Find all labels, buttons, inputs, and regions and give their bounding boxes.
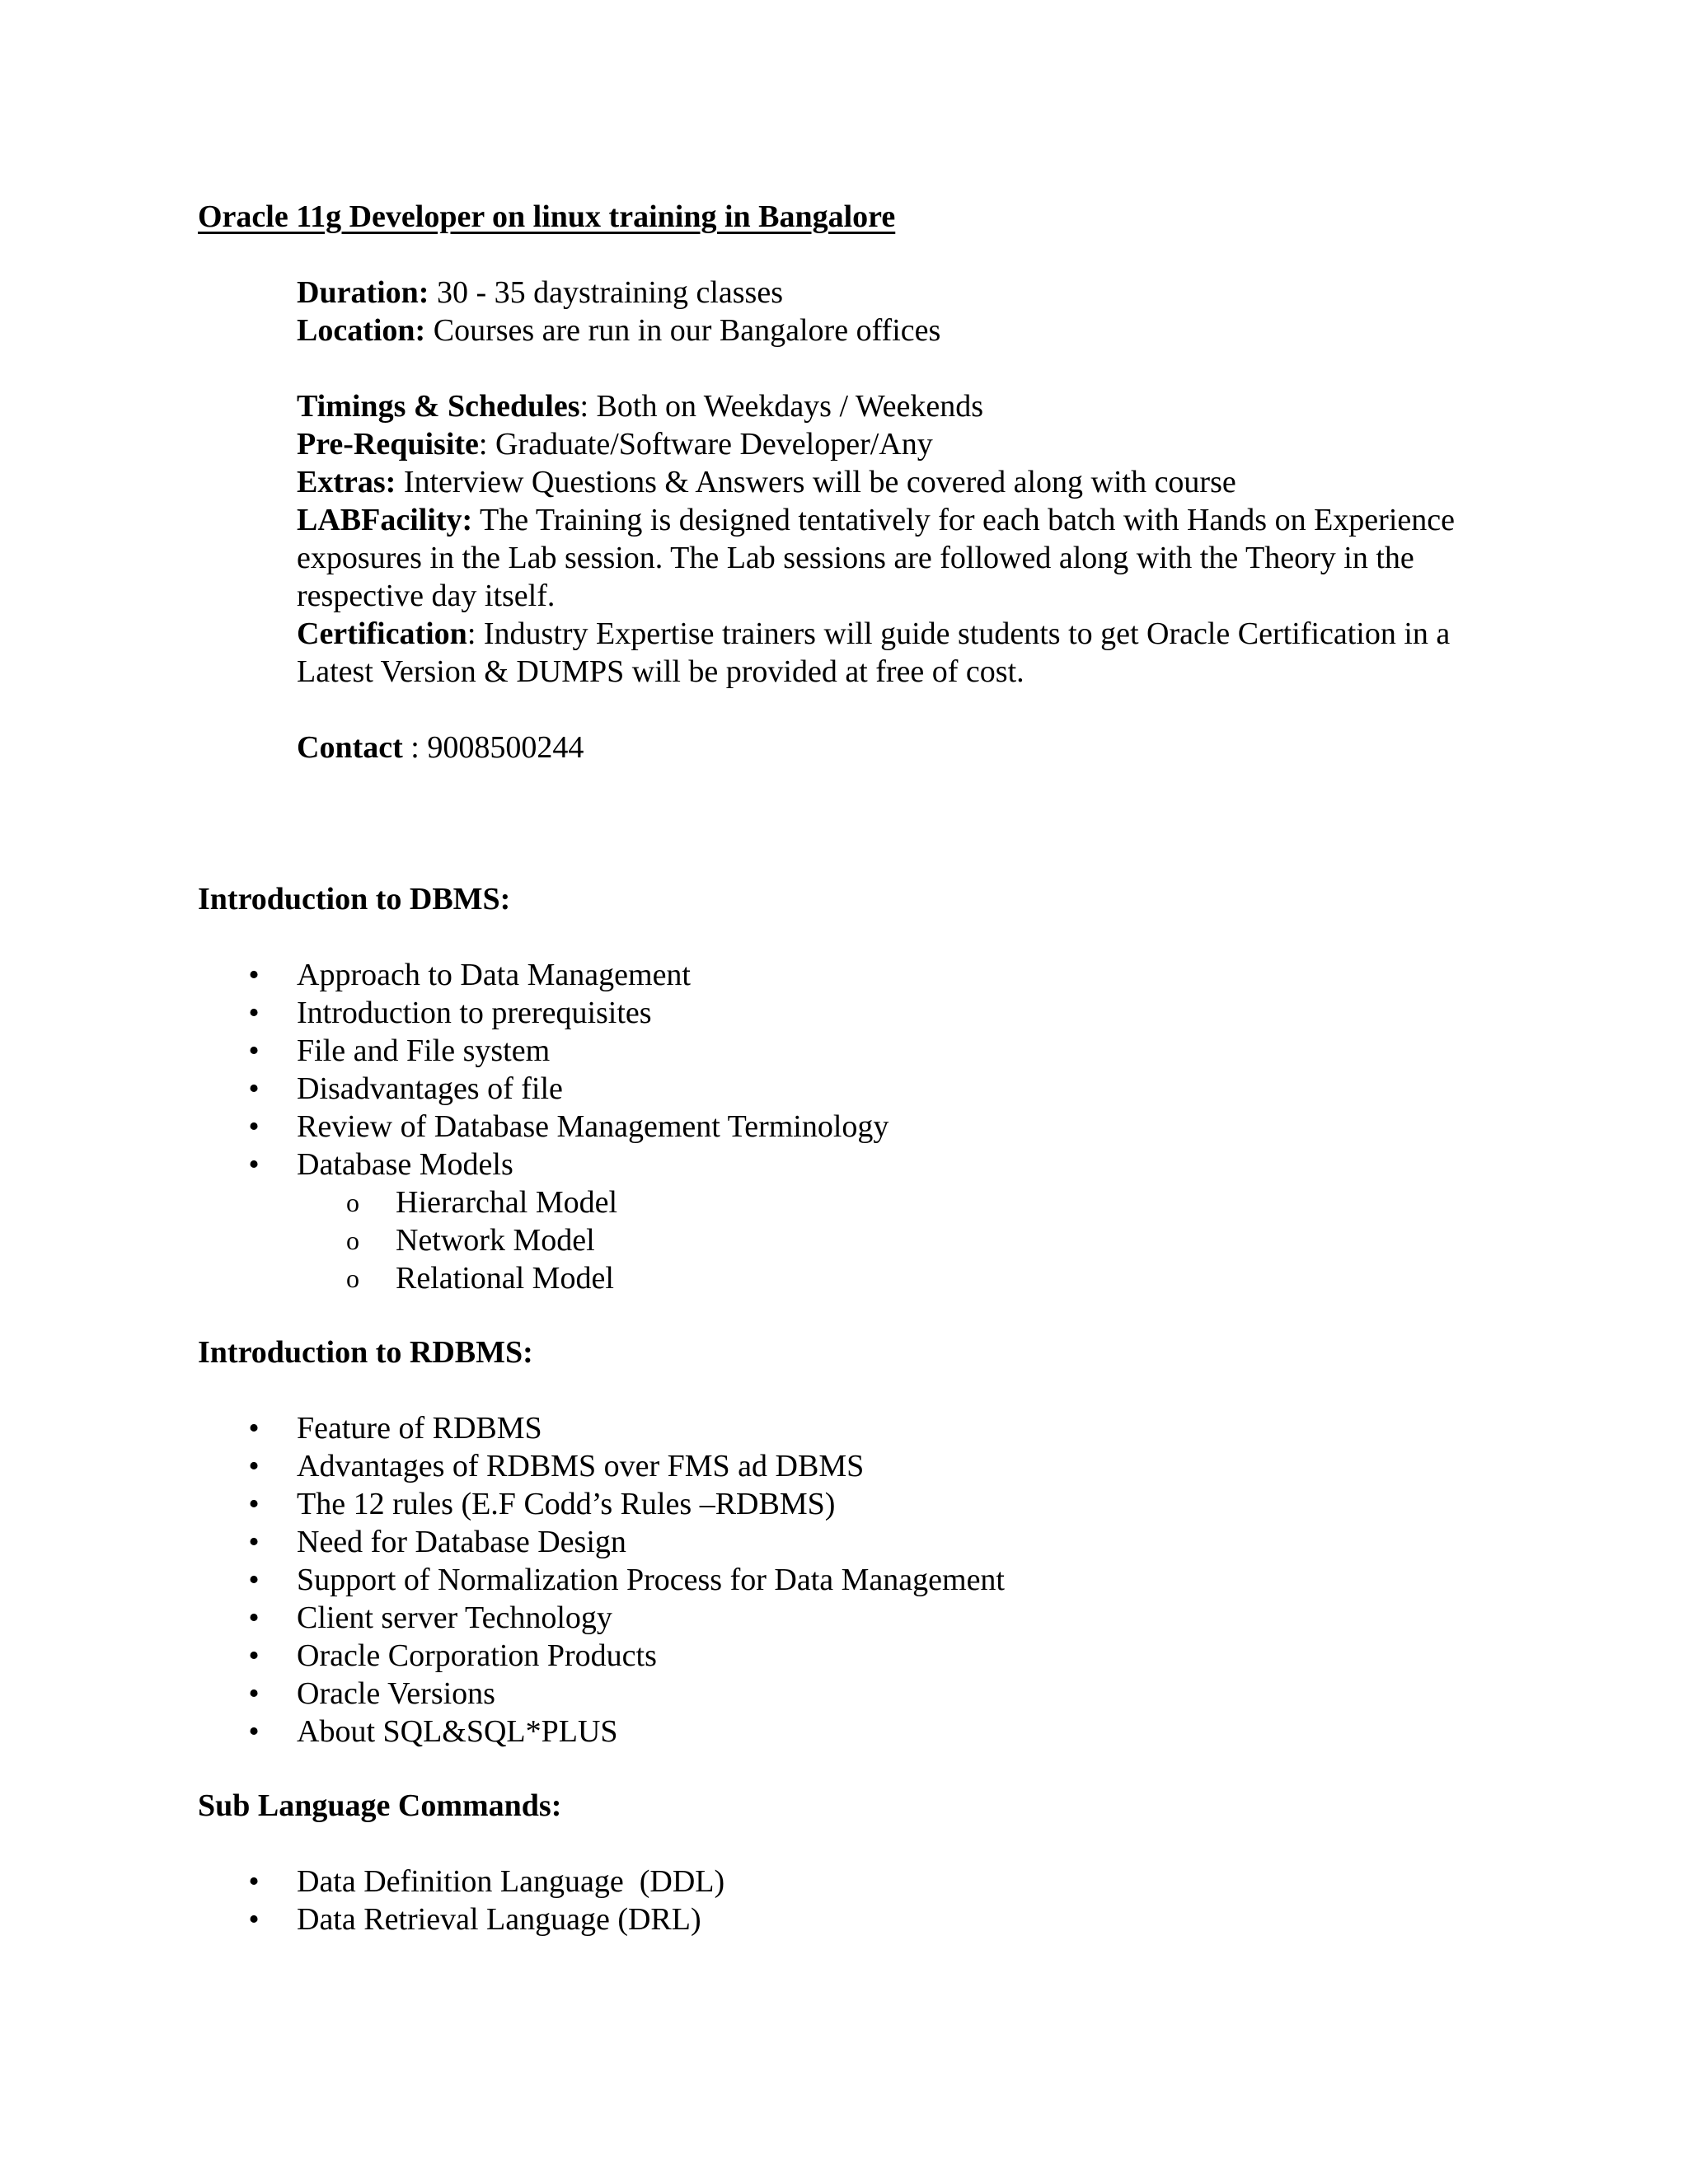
rdbms-topic-list — [0, 1409, 1005, 1750]
prereq-line — [297, 425, 1508, 463]
list-item: • Approach to Data Management — [0, 956, 889, 994]
bullet-icon: • — [248, 996, 260, 1030]
bullet-icon: • — [248, 1411, 260, 1446]
bullet-icon: • — [248, 1676, 260, 1711]
lab-facility-label: LABFacility: — [297, 503, 473, 537]
lab-facility-value: The Training is designed tentatively for each batch with Hands on Experience exposures in the Lab session. The Lab sessions are followed along with the Theory in the respective day itself. — [297, 503, 1455, 613]
list-item: • Introduction to prerequisites — [0, 994, 889, 1032]
list-item: • Disadvantages of file — [0, 1070, 889, 1108]
sub-bullet-icon: o — [346, 1226, 359, 1255]
location-label: Location: — [297, 313, 426, 348]
duration-label: Duration: — [297, 275, 429, 310]
list-item: • Client server Technology — [0, 1599, 1005, 1637]
prereq-label: Pre-Requisite — [297, 427, 479, 462]
sub-bullet-icon: o — [346, 1263, 359, 1293]
list-item: • Feature of RDBMS — [0, 1409, 1005, 1447]
list-item: • File and File system — [0, 1032, 889, 1070]
list-item: • Advantages of RDBMS over FMS ad DBMS — [0, 1447, 1005, 1485]
list-item: • Oracle Corporation Products — [0, 1637, 1005, 1675]
bullet-icon: • — [248, 1487, 260, 1521]
timings-line — [297, 387, 1508, 425]
prereq-value: : Graduate/Software Developer/Any — [478, 427, 933, 462]
location-value: Courses are run in our Bangalore offices — [425, 313, 941, 348]
bullet-icon: • — [248, 1033, 260, 1068]
bullet-icon: • — [248, 1563, 260, 1597]
bullet-icon: • — [248, 1071, 260, 1106]
contact-label: Contact — [297, 730, 403, 765]
list-item: • Review of Database Management Terminology — [0, 1108, 889, 1146]
contact-value: : 9008500244 — [402, 730, 584, 765]
sub-list-item: o Hierarchal Model — [346, 1185, 618, 1220]
bullet-icon: • — [248, 958, 260, 992]
certification-label: Certification — [297, 616, 467, 651]
page-title: Oracle 11g Developer on linux training in Bangalore — [198, 199, 896, 234]
course-details-top — [297, 274, 1484, 349]
list-item: • Support of Normalization Process for Data Management — [0, 1561, 1005, 1599]
list-item: • Oracle Versions — [0, 1675, 1005, 1713]
sub-bullet-icon: o — [346, 1188, 359, 1217]
sub-language-topic-list — [0, 1863, 724, 1938]
duration-value: 30 - 35 daystraining classes — [429, 275, 783, 310]
contact-line — [297, 729, 1484, 766]
course-details-main — [297, 387, 1508, 691]
section-heading-sub-language: Sub Language Commands: — [198, 1788, 562, 1823]
lab-facility-line — [297, 501, 1508, 615]
list-item: • About SQL&SQL*PLUS — [0, 1713, 1005, 1750]
extras-label: Extras: — [297, 465, 396, 499]
list-item: • Need for Database Design — [0, 1523, 1005, 1561]
bullet-icon: • — [248, 1525, 260, 1559]
certification-value: : Industry Expertise trainers will guide students to get Oracle Certification in a Latest Version & DUMPS will be provided at free of cost. — [297, 616, 1451, 689]
certification-line — [297, 615, 1508, 691]
extras-value: Interview Questions & Answers will be covered along with course — [396, 465, 1236, 499]
list-item: • Database Models — [0, 1146, 889, 1183]
section-heading-dbms: Introduction to DBMS: — [198, 882, 511, 916]
dbms-topic-list — [0, 956, 889, 1297]
extras-line — [297, 463, 1508, 501]
list-item: • Data Retrieval Language (DRL) — [0, 1900, 724, 1938]
sub-list-item: o Relational Model — [346, 1261, 614, 1296]
bullet-icon: • — [248, 1449, 260, 1483]
bullet-icon: • — [248, 1638, 260, 1673]
timings-label: Timings & Schedules — [297, 389, 580, 424]
bullet-icon: • — [248, 1864, 260, 1899]
list-item: • The 12 rules (E.F Codd’s Rules –RDBMS) — [0, 1485, 1005, 1523]
location-line — [297, 312, 1484, 349]
section-heading-rdbms: Introduction to RDBMS: — [198, 1335, 533, 1370]
bullet-icon: • — [248, 1109, 260, 1144]
bullet-icon: • — [248, 1902, 260, 1937]
bullet-icon: • — [248, 1714, 260, 1749]
sub-list-item: o Network Model — [346, 1223, 595, 1258]
list-item: • Data Definition Language (DDL) — [0, 1863, 724, 1900]
bullet-icon: • — [248, 1147, 260, 1182]
bullet-icon: • — [248, 1601, 260, 1635]
contact-block — [297, 729, 1484, 766]
timings-value: : Both on Weekdays / Weekends — [579, 389, 984, 424]
duration-line — [297, 274, 1484, 312]
